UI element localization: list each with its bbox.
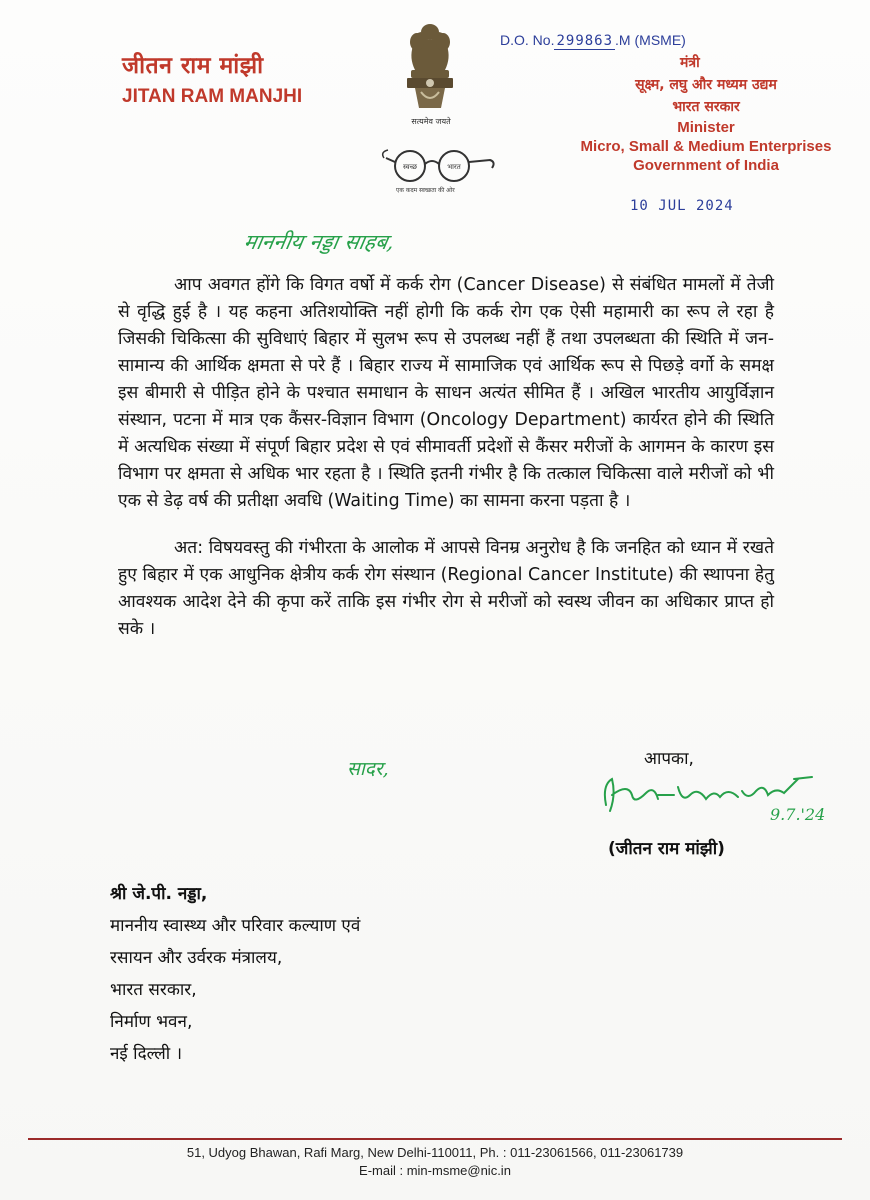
sender-name-hindi: जीतन राम मांझी [122, 53, 264, 79]
govt-hindi: भारत सरकार [672, 99, 740, 115]
sender-name-english: JITAN RAM MANJHI [122, 86, 303, 107]
signatory-name: (जीतन राम मांझी) [608, 839, 725, 859]
do-number-line [500, 32, 686, 49]
ministry-hindi: सूक्ष्म, लघु और मध्यम उद्यम [635, 77, 777, 93]
addressee-line-2: रसायन और उर्वरक मंत्रालय, [110, 948, 283, 968]
footer-address: 51, Udyog Bhawan, Rafi Marg, New Delhi-110011, Ph. : 011-23061566, 011-23061739 [186, 1145, 684, 1160]
footer [0, 1144, 870, 1180]
addressee-line-4: निर्माण भवन, [110, 1012, 193, 1032]
spectacles-icon [378, 146, 498, 186]
signature-date: 9.7.'24 [770, 805, 826, 824]
addressee-line-5: नई दिल्ली । [110, 1044, 183, 1064]
footer-divider [28, 1138, 842, 1140]
addressee-name: श्री जे.पी. नड्डा, [110, 884, 208, 904]
lion-capital-icon [395, 18, 465, 114]
addressee-line-1: माननीय स्वास्थ्य और परिवार कल्याण एवं [110, 916, 361, 936]
salutation-handwritten: माननीय नड्डा साहब, [241, 230, 397, 254]
swachh-left-text: स्वच्छ [402, 163, 418, 171]
footer-email: E-mail : min-msme@nic.in [359, 1163, 511, 1178]
do-prefix: D.O. No. [500, 32, 555, 48]
sender-block [122, 52, 302, 108]
motto-text: सत्यमेव जयते [411, 117, 451, 126]
state-emblem [395, 18, 465, 126]
do-suffix: .M (MSME) [615, 32, 686, 48]
addressee-line-3: भारत सरकार, [110, 980, 197, 1000]
swachh-right-text: भारत [447, 163, 461, 171]
swachh-tagline: एक कदम स्वच्छता की ओर [396, 187, 455, 194]
regards-handwritten: सादर, [347, 758, 389, 780]
do-number: 299863 [556, 33, 614, 49]
yours-text: आपका, [644, 749, 694, 769]
minister-designation-block [566, 52, 846, 175]
designation-english: Minister [677, 119, 735, 136]
body-paragraph-2: अत: विषयवस्तु की गंभीरता के आलोक में आपसे विनम्र अनुरोध है कि जनहित को ध्यान में रखते हुए बिहार में एक आधुनिक क्षेत्रीय कर्क रोग संस्थान (Regional Cancer Institute) की स्थापना हेतु आवश्यक आदेश देने की कृपा करें ताकि इस गंभीर रोग से मरीजों को स्वस्थ जीवन का अधिकार प्राप्त हो सके । [118, 538, 774, 639]
letter-body [118, 272, 774, 643]
ministry-english: Micro, Small & Medium Enterprises [580, 138, 832, 155]
body-paragraph-1: आप अवगत होंगे कि विगत वर्षो में कर्क रोग (Cancer Disease) से संबंधित मामलों में तेजी से वृद्धि हुई है । यह कहना अतिशयोक्ति नहीं होगी कि कर्क रोग एक ऐसी महामारी का रूप ले रहा है जिसकी चिकित्सा की सुविधाएं बिहार में सुलभ रूप से उपलब्ध नहीं हैं तथा उपलब्धता की स्थिति में जन-सामान्य की आर्थिक क्षमता से परे हैं । बिहार राज्य में सामाजिक एवं आर्थिक रूप से पिछड़े वर्गो के समक्ष इस बीमारी से पीड़ित होने के पश्चात समाधान के साधन अत्यंत सीमित हैं । अखिल भारतीय आयुर्विज्ञान संस्थान, पटना में मात्र एक कैंसर-विज्ञान विभाग (Oncology Department) कार्यरत होने की स्थिति में अत्यधिक संख्या में संपूर्ण बिहार प्रदेश से एवं सीमावर्ती प्रदेशों से कैंसर मरीजों के आगमन के कारण इस विभाग पर क्षमता से अधिक भार रहता है । स्थिति इतनी गंभीर है कि तत्काल चिकित्सा वाले मरीजों को भी एक से डेढ़ वर्ष की प्रतीक्षा अवधि (Waiting Time) का सामना करना पड़ता है । [118, 275, 774, 511]
govt-english: Government of India [633, 157, 779, 174]
addressee-block [110, 878, 360, 1070]
designation-hindi: मंत्री [680, 55, 700, 71]
swachh-bharat-logo [378, 146, 498, 196]
signature [598, 765, 858, 835]
date-stamp: 10 JUL 2024 [630, 198, 734, 214]
